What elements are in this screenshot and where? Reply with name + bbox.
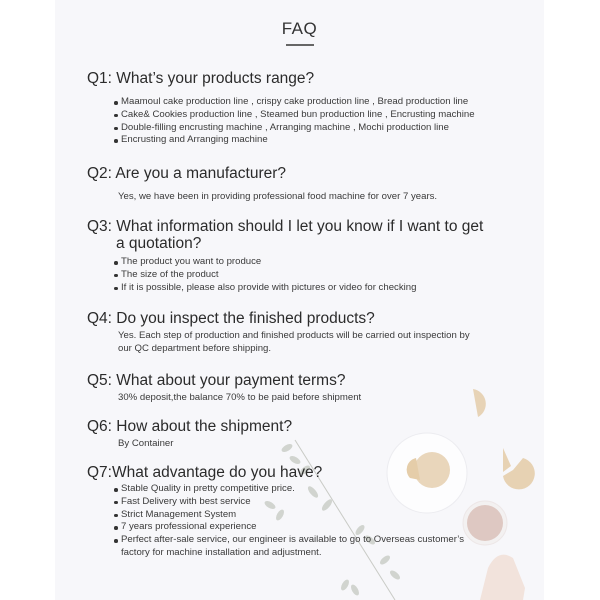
faq-question-3 [87, 218, 483, 252]
faq-answer-2: Yes, we have been in providing professional food machine for over 7 years. [118, 191, 438, 202]
faq-answer-4 [118, 330, 470, 355]
list-item-line1: Perfect after-sale service, our engineer is available to go to Overseas customer’s [121, 534, 465, 546]
list-item: Encrusting and Arranging machine [113, 134, 475, 147]
faq-question-2: Q2: Are you a manufacturer? [87, 165, 287, 182]
page-title: FAQ [281, 19, 318, 38]
faq-question-3-line1: Q3: What information should I let you know if I want to get [87, 218, 484, 235]
list-item: Stable Quality in pretty competitive price. [113, 483, 464, 496]
faq-panel [55, 0, 544, 600]
list-item: Double-filling encrusting machine , Arranging machine , Mochi production line [113, 122, 475, 135]
faq-answer-1-list [113, 96, 475, 147]
list-item: 7 years professional experience [113, 521, 464, 534]
list-item-line2: factory for machine installation and adjustment. [121, 546, 322, 558]
list-item: The size of the product [113, 269, 416, 282]
list-item: If it is possible, please also provide with pictures or video for checking [113, 282, 416, 295]
list-item [113, 534, 464, 560]
faq-answer-6: By Container [118, 438, 174, 449]
list-item: Strict Management System [113, 509, 464, 522]
faq-answer-4-line2: our QC department before shipping. [118, 342, 272, 354]
tea [467, 505, 503, 541]
list-item: Cake& Cookies production line , Steamed bun production line , Encrusting machine [113, 109, 475, 122]
faq-answer-3-list [113, 256, 416, 294]
title-underline [286, 44, 314, 46]
faq-question-6: Q6: How about the shipment? [87, 418, 293, 435]
faq-question-4: Q4: Do you inspect the finished products? [87, 310, 375, 327]
list-item: Maamoul cake production line , crispy cake production line , Bread production line [113, 96, 475, 109]
faq-answer-4-line1: Yes. Each step of production and finished products will be carried out inspection by [118, 330, 470, 341]
hand [480, 555, 525, 600]
cookie-fragment [503, 448, 511, 472]
faq-question-7: Q7:What advantage do you have? [87, 464, 323, 481]
faq-answer-7-list [113, 483, 464, 560]
cookie-half [473, 389, 486, 417]
faq-question-3-line2: a quotation? [116, 235, 202, 252]
faq-question-5: Q5: What about your payment terms? [87, 372, 346, 389]
list-item: Fast Delivery with best service [113, 496, 464, 509]
list-item: The product you want to produce [113, 256, 416, 269]
faq-question-1: Q1: What’s your products range? [87, 70, 315, 87]
faq-answer-5: 30% deposit,the balance 70% to be paid before shipment [118, 392, 362, 403]
